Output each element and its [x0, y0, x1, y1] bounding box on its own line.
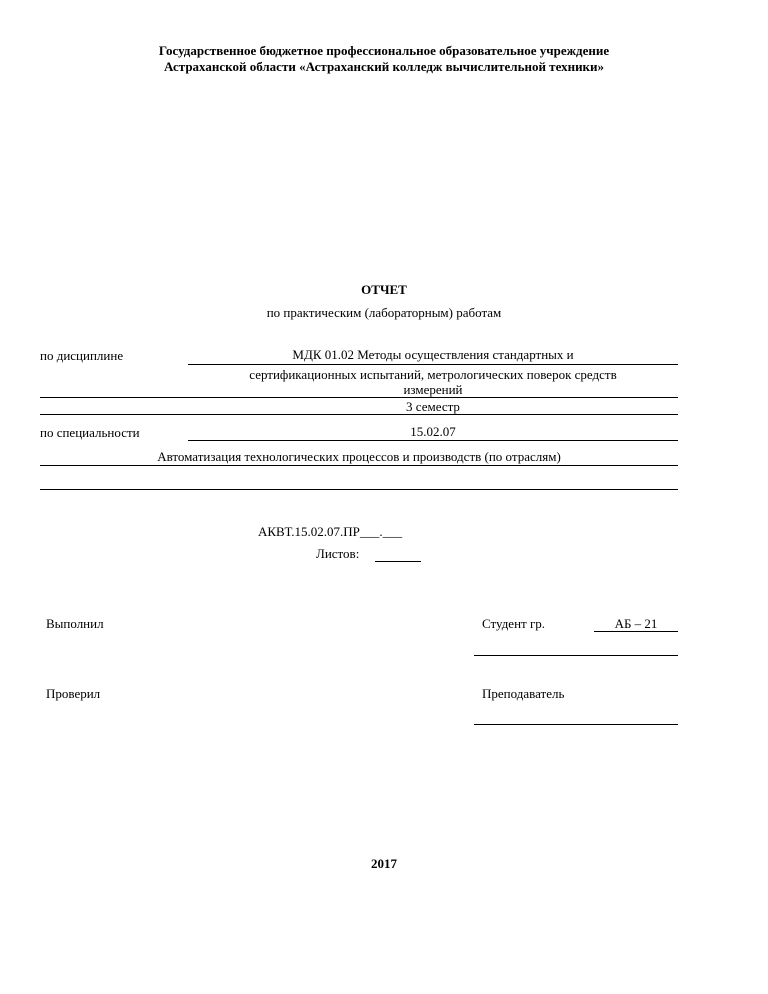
specialty-code-underline [188, 440, 678, 441]
specialty-name: Автоматизация технологических процессов и производств (по отраслям) [157, 449, 561, 464]
performed-label: Выполнил [46, 616, 104, 631]
discipline-underline-2 [40, 397, 678, 398]
sheets-count-line [375, 561, 421, 562]
institution-name-line-2: Астраханской области «Астраханский колледж вычислительной техники» [163, 59, 605, 74]
report-title: ОТЧЕТ [361, 282, 407, 297]
discipline-label: по дисциплине [40, 348, 124, 363]
report-subtitle: по практическим (лабораторным) работам [266, 305, 502, 320]
sheets-label: Листов: [316, 546, 360, 561]
specialty-code: 15.02.07 [410, 424, 456, 439]
discipline-line-1: МДК 01.02 Методы осуществления стандартных и [292, 347, 574, 362]
group-underline [594, 631, 678, 632]
blank-line [40, 489, 678, 490]
institution-name-line-1: Государственное бюджетное профессиональное образовательное учреждение [158, 43, 610, 58]
student-group-label: Студент гр. [482, 616, 546, 631]
semester: 3 семестр [406, 399, 460, 414]
student-name-line [474, 655, 678, 656]
teacher-label: Преподаватель [482, 686, 565, 701]
year: 2017 [371, 856, 397, 871]
discipline-underline-1 [188, 364, 678, 365]
semester-underline [40, 414, 678, 415]
checked-label: Проверил [46, 686, 101, 701]
teacher-name-line [474, 724, 678, 725]
student-group-value: АБ – 21 [614, 616, 658, 631]
specialty-name-underline [40, 465, 678, 466]
specialty-label: по специальности [40, 425, 140, 440]
discipline-line-2: сертификационных испытаний, метрологических поверок средств [249, 367, 617, 382]
discipline-line-3: измерений [403, 382, 463, 397]
document-code: АКВТ.15.02.07.ПР___.___ [258, 524, 403, 539]
